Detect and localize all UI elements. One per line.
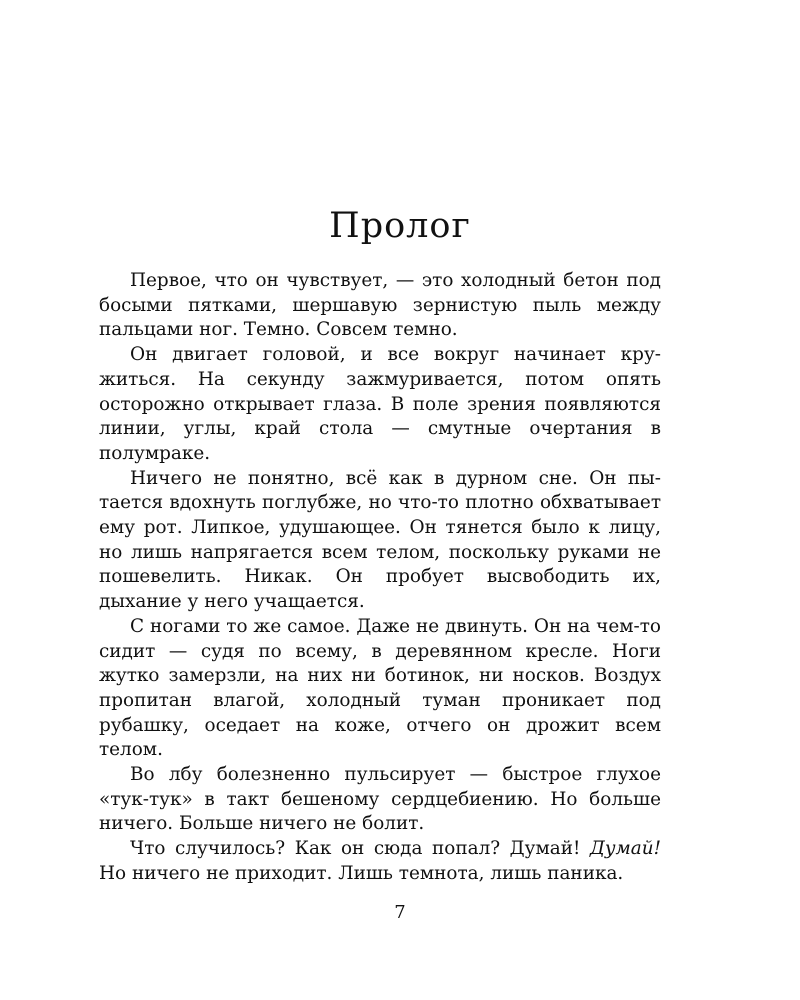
paragraph-3-text: Ничего не понятно, всё как в дурном сне. Он пытается вдохнуть поглубже, но что-то плотно обхватывает ему рот. Липкое, удушающее. Он тянется было к лицу, но лишь напрягается всем телом, поскольку руками не пошевелить. Никак. Он пробует высвободить их, дыхание у него учащается. [99, 467, 661, 613]
paragraph-1 [99, 269, 661, 343]
paragraph-6-tail: Но ничего не приходит. Лишь темнота, лишь паника. [99, 862, 624, 884]
paragraph-6-emphasis: Думай! [589, 838, 661, 860]
paragraph-4-text: С ногами то же самое. Даже не двинуть. Он на чем-то сидит — судя по всему, в деревянном кресле. Ноги жутко замерзли, на них ни ботинок, ни носков. Воздух пропитан влагой, холодный туман проникает под рубашку, оседает на коже, отчего он дрожит всем телом. [99, 615, 661, 761]
paragraph-3 [99, 467, 661, 615]
paragraph-1-text: Первое, что он чувствует, — это холодный бетон под босыми пятками, шершавую зернистую пыль между пальцами ног. Темно. Совсем темно. [99, 270, 661, 341]
paragraph-2-text: Он двигает головой, и все вокруг начинает кружиться. На секунду зажмуривается, потом опять осторожно открывает глаза. В поле зрения появляются линии, углы, край стола — смутные очертания в полумраке. [99, 344, 661, 464]
paragraph-5-text: Во лбу болезненно пульсирует — быстрое глухое «тук-тук» в такт бешеному сердцебиению. Но больше ничего. Больше ничего не болит. [99, 764, 661, 835]
paragraph-6 [99, 837, 661, 886]
chapter-title: Пролог [329, 206, 471, 246]
body-text [99, 269, 661, 887]
paragraph-4 [99, 615, 661, 763]
page-number: 7 [394, 902, 406, 923]
paragraph-6-text: Что случилось? Как он сюда попал? Думай! [130, 838, 590, 860]
paragraph-2 [99, 343, 661, 467]
paragraph-5 [99, 763, 661, 837]
